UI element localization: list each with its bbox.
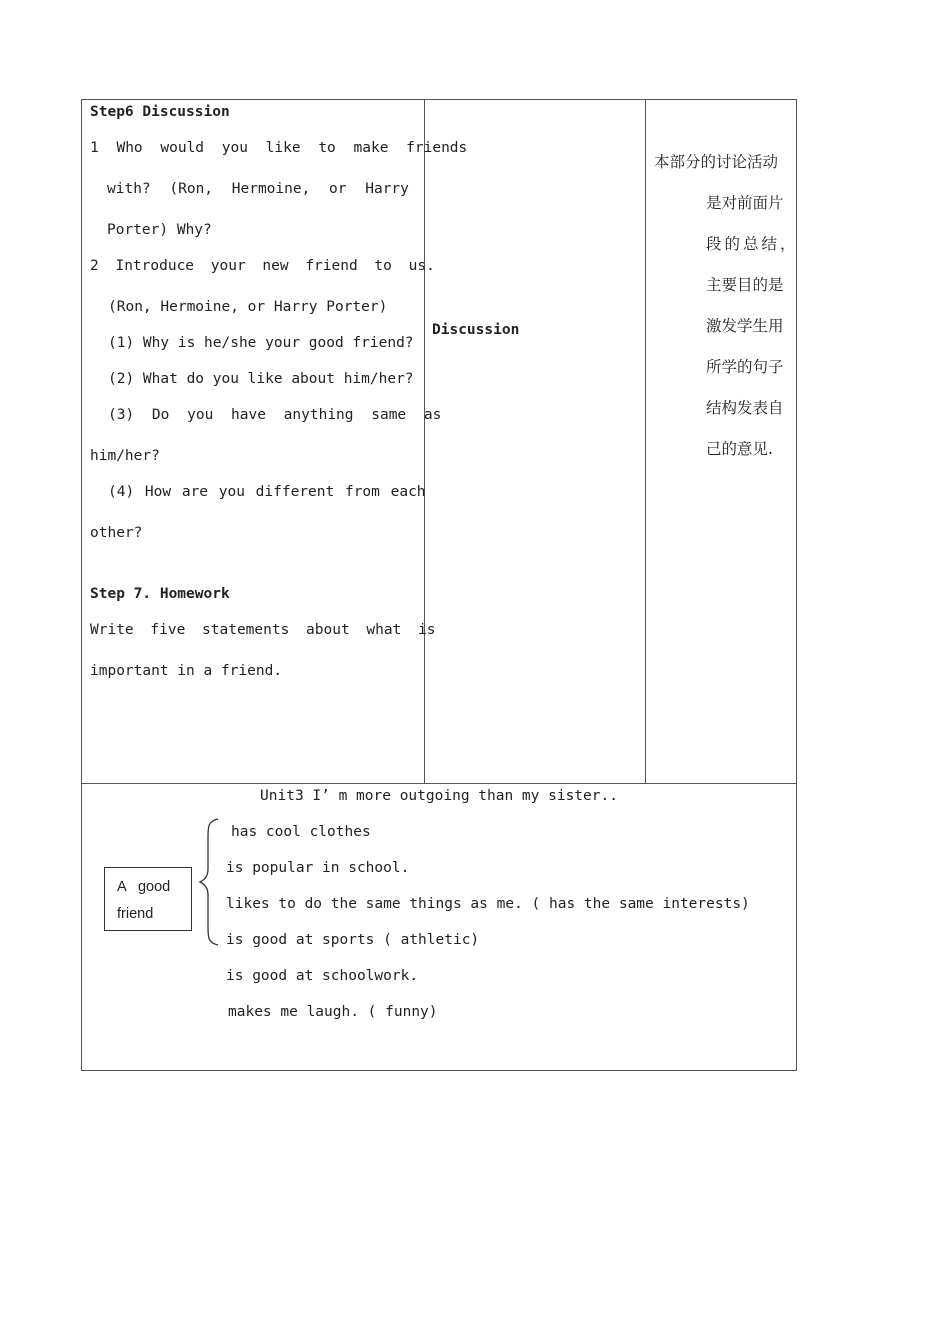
step6-title: Step6 Discussion — [90, 104, 230, 120]
good-friend-box-line-1: A good — [117, 879, 171, 895]
purpose-line-4: 主要目的是 — [706, 276, 784, 294]
trait-item-5: is good at schoolwork. — [226, 968, 419, 984]
question-2-line-2: (Ron, Hermoine, or Harry Porter) — [108, 299, 388, 315]
purpose-line-5: 激发学生用 — [706, 317, 784, 335]
purpose-line-3: 段的总结， — [706, 235, 799, 253]
trait-item-2: is popular in school. — [226, 860, 410, 876]
column-divider-2 — [645, 100, 646, 783]
sub-question-4: (4) How are you different from each — [108, 484, 426, 500]
sub-question-2: (2) What do you like about him/her? — [108, 371, 414, 387]
homework-line-2: important in a friend. — [90, 663, 283, 679]
lesson-table — [81, 99, 797, 1071]
question-1-line-1 — [90, 140, 468, 156]
trait-item-4: is good at sports ( athletic) — [226, 932, 480, 948]
good-friend-box — [104, 867, 192, 931]
method-column-label: Discussion — [432, 322, 520, 338]
column-divider-1 — [424, 100, 425, 783]
sub-question-4-cont: other? — [90, 525, 143, 541]
purpose-line-6: 所学的句子 — [706, 358, 784, 376]
step7-title: Step 7. Homework — [90, 586, 230, 602]
purpose-line-8: 己的意见. — [706, 440, 773, 458]
q1-text-1: 1 Who would you like to make friends — [90, 140, 468, 156]
question-1-line-3: Porter) Why? — [107, 222, 212, 238]
trait-item-3: likes to do the same things as me. ( has the same interests) — [226, 896, 750, 912]
left-brace-icon — [198, 817, 222, 947]
purpose-line-7: 结构发表自 — [706, 399, 784, 417]
homework-line-1: Write five statements about what is — [90, 622, 436, 638]
row-divider — [82, 783, 796, 784]
sub-question-3-cont: him/her? — [90, 448, 160, 464]
purpose-line-2: 是对前面片 — [706, 194, 784, 212]
question-1-line-2: with? (Ron, Hermoine, or Harry — [107, 181, 409, 197]
sub-question-1: (1) Why is he/she your good friend? — [108, 335, 414, 351]
purpose-line-1: 本部分的讨论活动 — [654, 153, 779, 171]
trait-item-1: has cool clothes — [231, 824, 371, 840]
sub-question-3: (3) Do you have anything same as — [108, 407, 442, 423]
unit-title: Unit3 I’ m more outgoing than my sister.. — [260, 788, 618, 804]
trait-item-6: makes me laugh. ( funny) — [228, 1004, 438, 1020]
question-2-line-1: 2 Introduce your new friend to us. — [90, 258, 435, 274]
good-friend-box-line-2: friend — [117, 906, 154, 922]
